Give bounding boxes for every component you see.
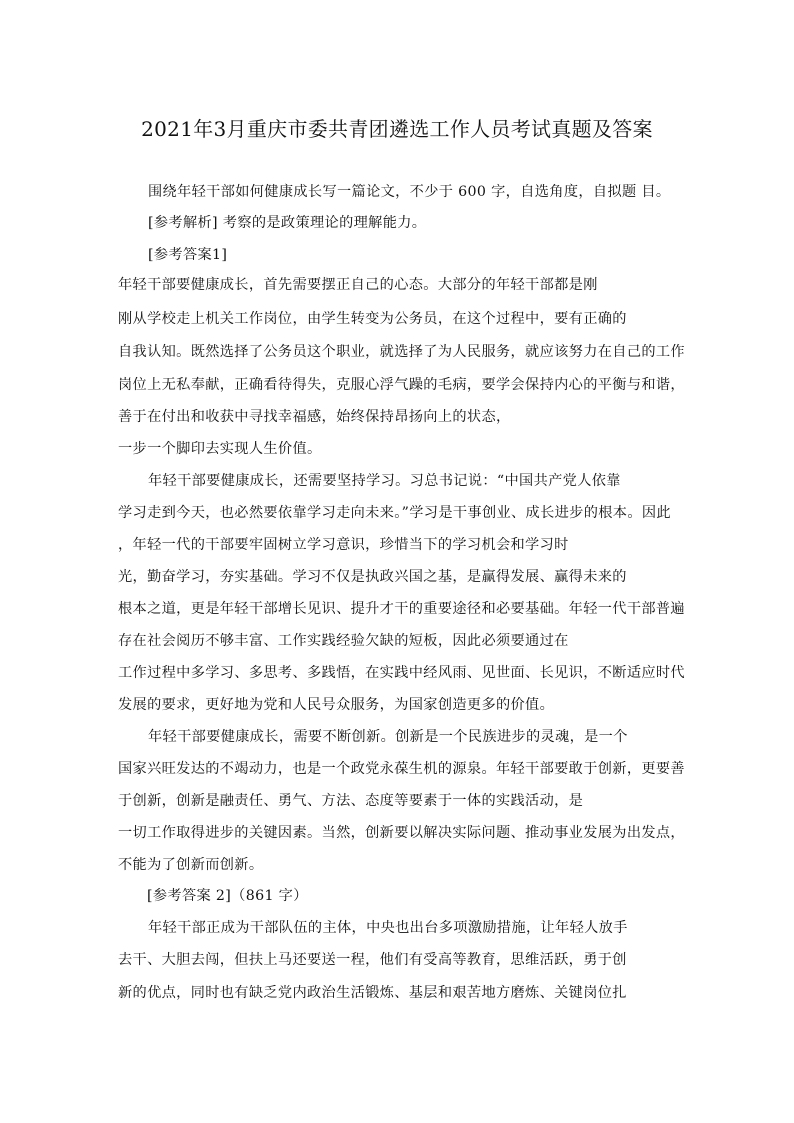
paragraph-line: 不能为了创新而创新。 [118,857,264,873]
paragraph-line: 工作过程中多学习、多思考、多践悟，在实践中经风雨、见世面、长见识，不断适应时代 [118,665,685,681]
paragraph-line: 善于在付出和收获中寻找幸福感，始终保持昂扬向上的状态， [118,409,511,425]
paragraph-line: 学习走到今天，也必然要依靠学习走向未来。”学习是干事创业、成长进步的根本。因此 [118,505,671,521]
paragraph-line: ，年轻一代的干部要牢固树立学习意识，珍惜当下的学习机会和学习时 [118,537,569,553]
answer-heading-2: [参考答案 2]（861 字） [147,888,308,904]
paragraph-line: 年轻干部正成为干部队伍的主体，中央也出台多项激励措施，让年轻人放手 [148,920,628,936]
paragraph-line: 刚从学校走上机关工作岗位，由学生转变为公务员，在这个过程中，要有正确的 [118,311,627,327]
paragraph-line: 年轻干部要健康成长，首先需要摆正自己的心态。大部分的年轻干部都是刚 [118,277,598,293]
answer-heading-1: [参考答案1] [148,247,228,263]
paragraph-line: 去干、大胆去闯，但扶上马还要送一程，他们有受高等教育，思维活跃，勇于创 [118,952,627,968]
paragraph-line: 年轻干部要健康成长，还需要坚持学习。习总书记说：“中国共产党人依靠 [148,473,621,489]
document-title: 2021年3月重庆市委共青团遴选工作人员考试真题及答案 [141,117,653,141]
paragraph-line: 岗位上无私奉献，正确看待得失，克服心浮气躁的毛病，要学会保持内心的平衡与和谐， [118,377,685,393]
paragraph-line: 根本之道，更是年轻干部增长见识、提升才干的重要途径和必要基础。年轻一代干部普遍 [118,601,685,617]
paragraph-line: 一切工作取得进步的关键因素。当然，创新要以解决实际问题、推动事业发展为出发点， [118,825,685,841]
paragraph-line: 自我认知。既然选择了公务员这个职业，就选择了为人民服务，就应该努力在自己的工作 [118,344,685,360]
paragraph-line: 光，勤奋学习，夯实基础。学习不仅是执政兴国之基，是赢得发展、赢得未来的 [118,569,627,585]
paragraph-line: 国家兴旺发达的不竭动力，也是一个政党永葆生机的源泉。年轻干部要敢于创新，更要善 [118,761,685,777]
paragraph-line: 年轻干部要健康成长，需要不断创新。创新是一个民族进步的灵魂，是一个 [148,729,628,745]
paragraph-line: 一步一个脚印去实现人生价值。 [118,441,322,457]
paragraph-line: 新的优点，同时也有缺乏党内政治生活锻炼、基层和艰苦地方磨炼、关键岗位扎 [118,985,627,1001]
paragraph-line: 存在社会阅历不够丰富、工作实践经验欠缺的短板，因此必须要通过在 [118,633,569,649]
analysis-line: [参考解析] 考察的是政策理论的理解能力。 [148,215,427,231]
paragraph-line: 发展的要求，更好地为党和人民号众服务，为国家创造更多的价值。 [118,697,555,713]
question-line: 围绕年轻干部如何健康成长写一篇论文，不少于 600 字，自选角度，自拟题 目。 [148,184,671,200]
paragraph-line: 于创新，创新是融责任、勇气、方法、态度等要素于一体的实践活动，是 [118,793,584,809]
